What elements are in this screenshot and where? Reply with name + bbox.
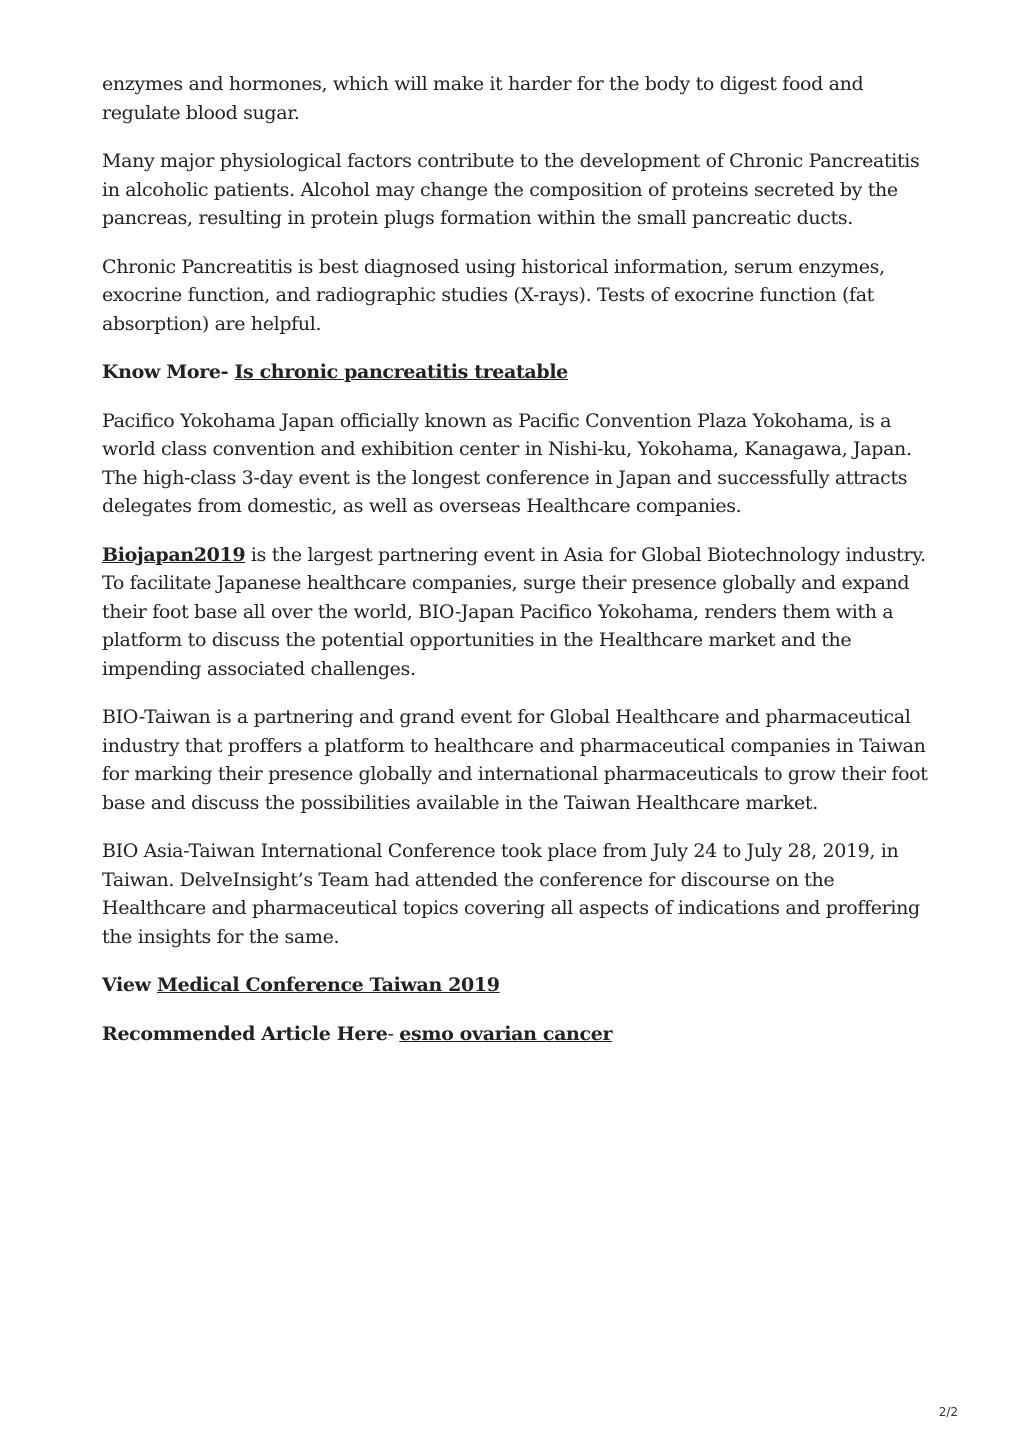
biojapan-text: is the largest partnering event in Asia for Global Biotechnology industry. To facilitate Japanese healthcare companies, surge their presence globally and expand their foot base all over the world, BIO-Japan Pacifico Yokohama, renders them with a platform to discuss the potential opportunities in the Healthcare market and the impending associated challenges. xyxy=(102,543,926,680)
paragraph-diagnosis: Chronic Pancreatitis is best diagnosed using historical information, serum enzymes, exocrine function, and radiographic studies (X-rays). Tests of exocrine function (fat absorption) are helpful. xyxy=(102,255,885,335)
recommended-dash: - xyxy=(387,1022,400,1045)
know-more-prefix: Know More- xyxy=(102,361,235,383)
know-more-link[interactable]: Is chronic pancreatitis treatable xyxy=(234,361,568,383)
recommended-prefix: Recommended Article Here xyxy=(102,1022,388,1045)
recommended-link[interactable]: esmo ovarian cancer xyxy=(399,1022,613,1045)
paragraph-pacifico: Pacifico Yokohama Japan officially known as Pacific Convention Plaza Yokohama, is a world class convention and exhibition center in Nishi-ku, Yokohama, Kanagawa, Japan. The high-class 3-day event is the longest conference in Japan and successfully attracts delegates from domestic, as well as overseas Healthcare companies. xyxy=(102,409,912,517)
recommended-line xyxy=(102,1020,932,1049)
paragraph-biojapan xyxy=(102,541,932,684)
biojapan-link[interactable]: Biojapan2019 xyxy=(102,543,246,566)
know-more-line xyxy=(102,358,932,387)
view-link[interactable]: Medical Conference Taiwan 2019 xyxy=(156,974,500,996)
page-number: 2/2 xyxy=(938,1405,958,1419)
article-body xyxy=(102,70,932,1068)
paragraph-bio-taiwan: BIO-Taiwan is a partnering and grand event for Global Healthcare and pharmaceutical industry that proffers a platform to healthcare and pharmaceutical companies in Taiwan for marking their presence globally and international pharmaceuticals to grow their foot base and discuss the possibilities available in the Taiwan Healthcare market. xyxy=(102,706,928,814)
paragraph-conference: BIO Asia-Taiwan International Conference took place from July 24 to July 28, 2019, in Taiwan. DelveInsight’s Team had attended the conference for discourse on the Healthcare and pharmaceutical topics covering all aspects of indications and proffering the insights for the same. xyxy=(102,840,920,948)
paragraph-physiological-factors: Many major physiological factors contribute to the development of Chronic Pancreatitis in alcoholic patients. Alcohol may change the composition of proteins secreted by the pancreas, resulting in protein plugs formation within the small pancreatic ducts. xyxy=(102,150,920,229)
view-line xyxy=(102,971,932,1000)
view-prefix: View xyxy=(102,974,157,996)
paragraph-enzymes: enzymes and hormones, which will make it harder for the body to digest food and regulate blood sugar. xyxy=(102,73,864,124)
